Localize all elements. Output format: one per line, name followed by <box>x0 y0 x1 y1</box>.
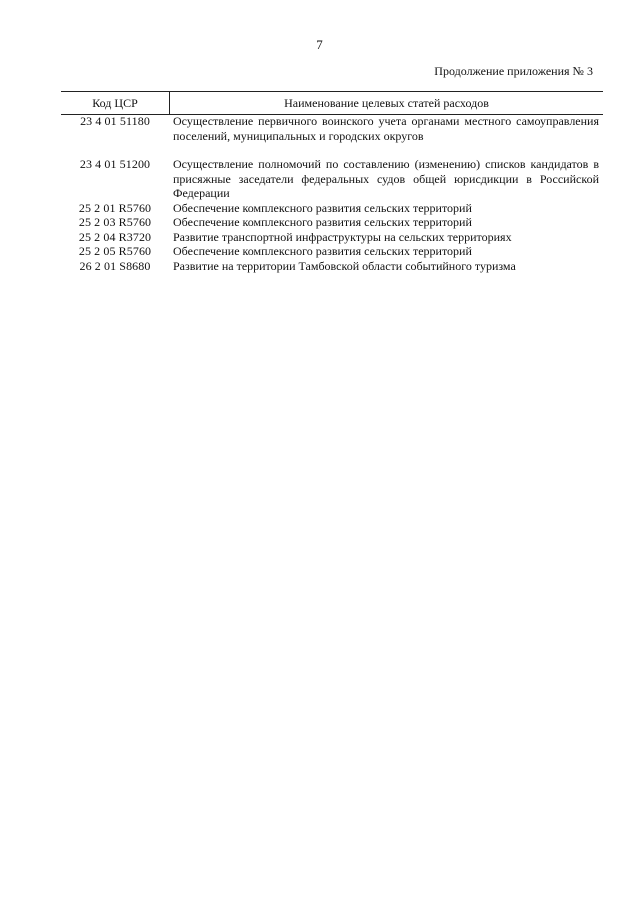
row-name: Развитие на территории Тамбовской области событийного туризма <box>173 258 516 273</box>
row-code: 25 2 03 R5760 <box>78 215 152 229</box>
row-name: Обеспечение комплексного развития сельских территорий <box>173 244 472 258</box>
row-code: 25 2 05 R5760 <box>78 244 152 258</box>
row-name: Обеспечение комплексного развития сельских территорий <box>173 200 472 215</box>
row-code: 26 2 01 S8680 <box>79 258 151 273</box>
row-name: Развитие транспортной инфраструктуры на сельских территориях <box>173 229 512 244</box>
row-name: Осуществление полномочий по составлению (изменению) списков кандидатов в присяжные заседатели федеральных судов общей юрисдикции в Российской Федерации <box>173 157 599 200</box>
row-name: Осуществление первичного воинского учета органами местного самоуправления поселений, муниципальных и городских округов <box>173 114 599 143</box>
table-header <box>61 91 603 115</box>
table-row <box>61 157 603 201</box>
continuation-label: Продолжение приложения № 3 <box>434 64 593 78</box>
table-body <box>61 114 603 273</box>
header-code: Код ЦСР <box>61 92 170 114</box>
table-row <box>61 215 603 230</box>
table-row <box>61 259 603 274</box>
row-code: 25 2 01 R5760 <box>78 200 152 215</box>
row-code: 23 4 01 51200 <box>79 157 151 171</box>
row-code: 23 4 01 51180 <box>80 114 150 128</box>
page-number: 7 <box>316 37 323 52</box>
row-code: 25 2 04 R3720 <box>78 229 152 244</box>
header-name: Наименование целевых статей расходов <box>284 95 489 110</box>
table-row <box>61 114 603 143</box>
table-row <box>61 201 603 216</box>
table-row <box>61 230 603 245</box>
table-row <box>61 244 603 259</box>
row-name: Обеспечение комплексного развития сельских территорий <box>173 215 472 229</box>
